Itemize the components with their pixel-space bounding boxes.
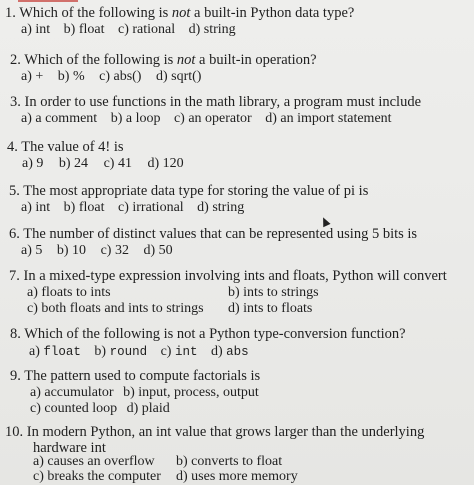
option-d: d) string [197, 200, 245, 215]
option-d: d) ints to floats [228, 301, 313, 316]
question-9-options-row1 [30, 385, 259, 400]
question-2-stem [10, 53, 317, 68]
question-text: Which of the following is [24, 52, 177, 68]
question-number: 9. [10, 368, 21, 384]
option-b: b) 10 [56, 243, 87, 258]
option-b: b) input, process, output [123, 385, 259, 400]
question-6-options [21, 243, 173, 258]
question-4-options [22, 156, 184, 171]
option-b-letter: b) [94, 344, 107, 359]
question-9-stem [10, 369, 260, 384]
option-b: b) a loop [110, 111, 161, 126]
question-text: In modern Python, an int value that grows larger than the underlying [26, 424, 425, 440]
option-c-letter: c) [160, 344, 172, 359]
option-c: c) both floats and ints to strings [27, 301, 204, 316]
question-7-option-a [27, 285, 111, 300]
question-9-options-row2 [30, 401, 170, 416]
option-d: d) string [188, 22, 236, 37]
question-10-option-a [33, 454, 155, 469]
question-text: In a mixed-type expression involving ints and floats, Python will convert [23, 268, 447, 284]
question-10-option-d [176, 469, 298, 484]
question-8-options [29, 344, 249, 360]
option-a: a) 9 [22, 156, 44, 171]
option-c: c) an operator [173, 111, 252, 126]
question-number: 8. [10, 326, 21, 342]
option-b: b) float [63, 200, 105, 215]
option-c: c) 32 [100, 243, 129, 258]
option-a: a) + [21, 69, 44, 84]
question-8-stem [10, 327, 406, 342]
option-c: c) rational [117, 22, 176, 37]
question-text: The pattern used to compute factorials is [24, 368, 261, 384]
question-text: hardware int [33, 440, 106, 456]
question-7-option-b [228, 285, 319, 300]
question-emphasis: not [176, 52, 196, 68]
question-1-options [21, 22, 236, 37]
question-number: 5. [9, 183, 20, 199]
option-c: int [174, 345, 198, 359]
question-5-options [21, 200, 244, 215]
question-text: The value of 4! is [21, 139, 124, 155]
option-c: c) abs() [99, 69, 142, 84]
option-a: float [43, 345, 81, 359]
option-d: d) an import statement [265, 111, 392, 126]
option-b: round [109, 345, 148, 359]
question-emphasis: not [171, 5, 191, 21]
option-c: c) 41 [103, 156, 132, 171]
option-b: b) ints to strings [228, 285, 319, 300]
question-1-stem [5, 6, 354, 21]
option-b: b) % [57, 69, 85, 84]
option-b: b) 24 [58, 156, 89, 171]
question-7-option-d [228, 301, 312, 316]
option-c: c) counted loop [30, 401, 118, 416]
question-5-stem [9, 184, 368, 199]
option-d: d) 120 [147, 156, 184, 171]
question-number: 2. [10, 52, 21, 68]
question-4-stem [7, 140, 124, 155]
option-a: a) int [21, 22, 51, 37]
option-d: d) uses more memory [176, 469, 298, 484]
option-b: b) converts to float [176, 454, 283, 469]
option-a: a) accumulator [30, 385, 114, 400]
question-text: The most appropriate data type for storing the value of pi is [23, 183, 369, 199]
question-10-option-b [176, 454, 282, 469]
question-text: a built-in operation? [195, 52, 317, 68]
question-3-stem [10, 95, 421, 110]
question-text: The number of distinct values that can be represented using 5 bits is [23, 226, 418, 242]
option-b: b) float [63, 22, 105, 37]
option-a: a) causes an overflow [33, 454, 155, 469]
question-7-stem [9, 269, 447, 284]
option-a-letter: a) [29, 344, 40, 359]
option-d: d) 50 [143, 243, 173, 258]
option-c: c) irrational [117, 200, 184, 215]
option-a: a) a comment [21, 111, 98, 126]
question-text: Which of the following is [19, 5, 172, 21]
question-6-stem [9, 227, 417, 242]
option-c: c) breaks the computer [33, 469, 161, 484]
option-a: a) int [21, 200, 51, 215]
red-mark [18, 0, 78, 2]
option-a: a) 5 [21, 243, 43, 258]
question-number: 3. [10, 94, 21, 110]
question-2-options [21, 69, 201, 84]
question-text: Which of the following is not a Python type-conversion function? [24, 326, 406, 342]
question-number: 1. [5, 5, 16, 21]
option-a: a) floats to ints [27, 285, 111, 300]
question-number: 4. [7, 139, 18, 155]
option-d: abs [226, 345, 249, 359]
question-text: a built-in Python data type? [190, 5, 355, 21]
question-3-options [21, 111, 392, 126]
question-number: 10. [5, 424, 24, 440]
question-10-option-c [33, 469, 161, 484]
question-number: 7. [9, 268, 20, 284]
option-d: d) sqrt() [155, 69, 202, 84]
option-d: d) plaid [126, 401, 170, 416]
question-7-option-c [27, 301, 204, 316]
question-text: In order to use functions in the math library, a program must include [24, 94, 421, 110]
question-10-stem [5, 425, 424, 440]
option-d-letter: d) [211, 344, 223, 359]
question-number: 6. [9, 226, 20, 242]
